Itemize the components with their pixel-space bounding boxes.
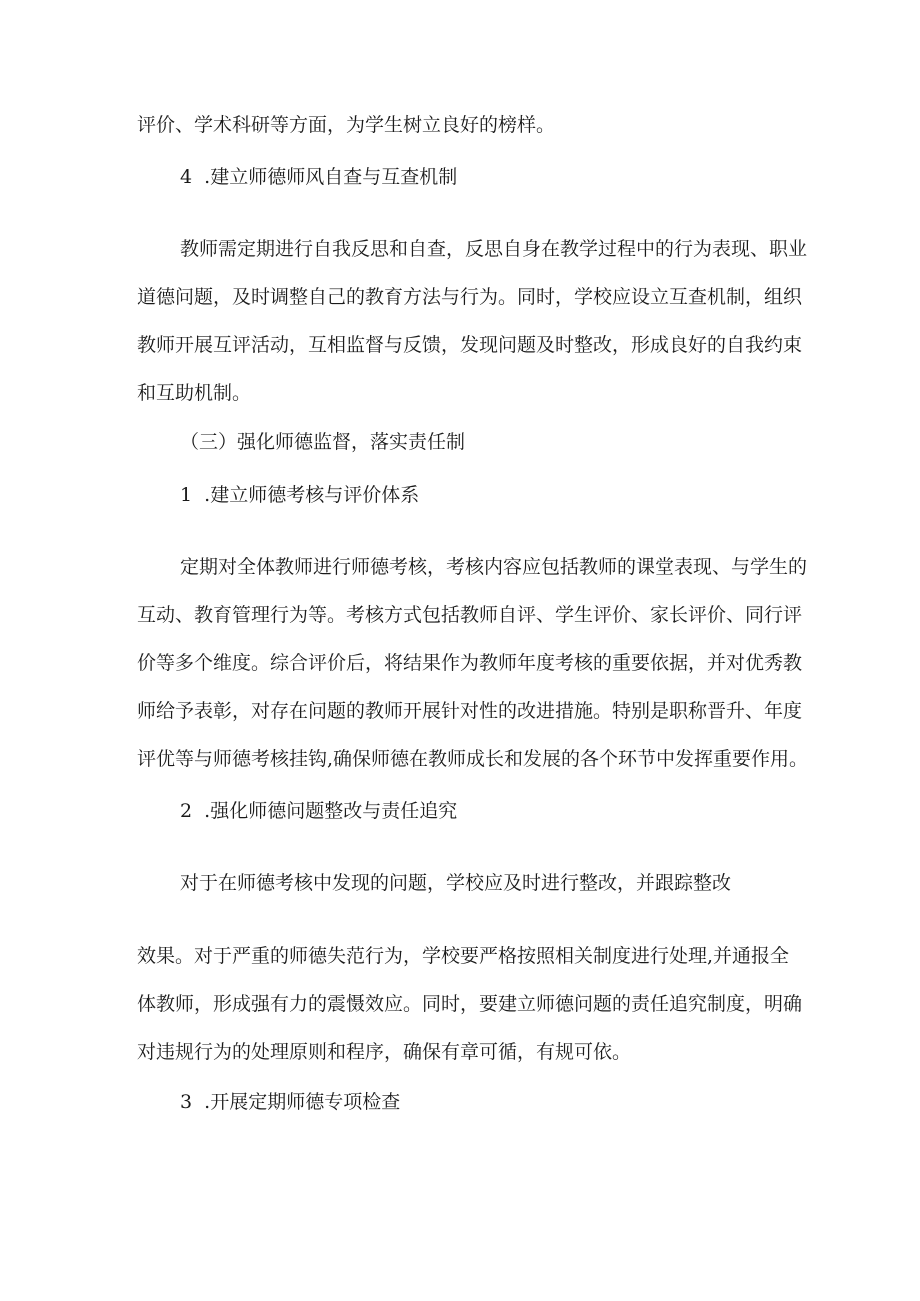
paragraph-continuation: 评价、学术科研等方面，为学生树立良好的榜样。 [137,114,556,136]
paragraph-line: 定期对全体教师进行师德考核，考核内容应包括教师的课堂表现、与学生的 [180,556,808,578]
paragraph-line: 师给予表彰，对存在问题的教师开展针对性的改进措施。特别是职称晋升、年度 [137,700,803,722]
paragraph-line: 教师需定期进行自我反思和自查，反思自身在教学过程中的行为表现、职业 [180,238,808,260]
paragraph-line: 道德问题，及时调整自己的教育方法与行为。同时，学校应设立互查机制，组织 [137,286,803,308]
heading-2-rectification: 2 .强化师德问题整改与责任追究 [180,800,458,822]
paragraph-line: 价等多个维度。综合评价后，将结果作为教师年度考核的重要依据，并对优秀教 [137,652,803,674]
paragraph-line: 和互助机制。 [137,382,252,404]
paragraph-line: 对违规行为的处理原则和程序，确保有章可循，有规可依。 [137,1041,632,1063]
heading-3-inspection: 3 .开展定期师德专项检查 [180,1091,401,1113]
paragraph-line: 评优等与师德考核挂钩,确保师德在教师成长和发展的各个环节中发挥重要作用。 [137,748,809,770]
paragraph-rectification-first-line: 对于在师德考核中发现的问题，学校应及时进行整改，并跟踪整改 [180,872,732,894]
paragraph-rectification [137,944,803,1064]
section-heading-3: （三）强化师德监督，落实责任制 [180,431,466,453]
paragraph-self-check [137,237,808,405]
heading-4-self-check: 4 .建立师德师风自查与互查机制 [180,166,458,188]
paragraph-line: 互动、教育管理行为等。考核方式包括教师自评、学生评价、家长评价、同行评 [137,604,803,626]
paragraph-line: 效果。对于严重的师德失范行为，学校要严格按照相关制度进行处理,并通报全 [137,945,790,967]
paragraph-evaluation [137,555,809,771]
paragraph-line: 体教师，形成强有力的震慑效应。同时，要建立师德问题的责任追究制度，明确 [137,993,803,1015]
paragraph-line: 教师开展互评活动，互相监督与反馈，发现问题及时整改，形成良好的自我约束 [137,334,803,356]
heading-1-evaluation: 1 .建立师德考核与评价体系 [180,484,420,506]
